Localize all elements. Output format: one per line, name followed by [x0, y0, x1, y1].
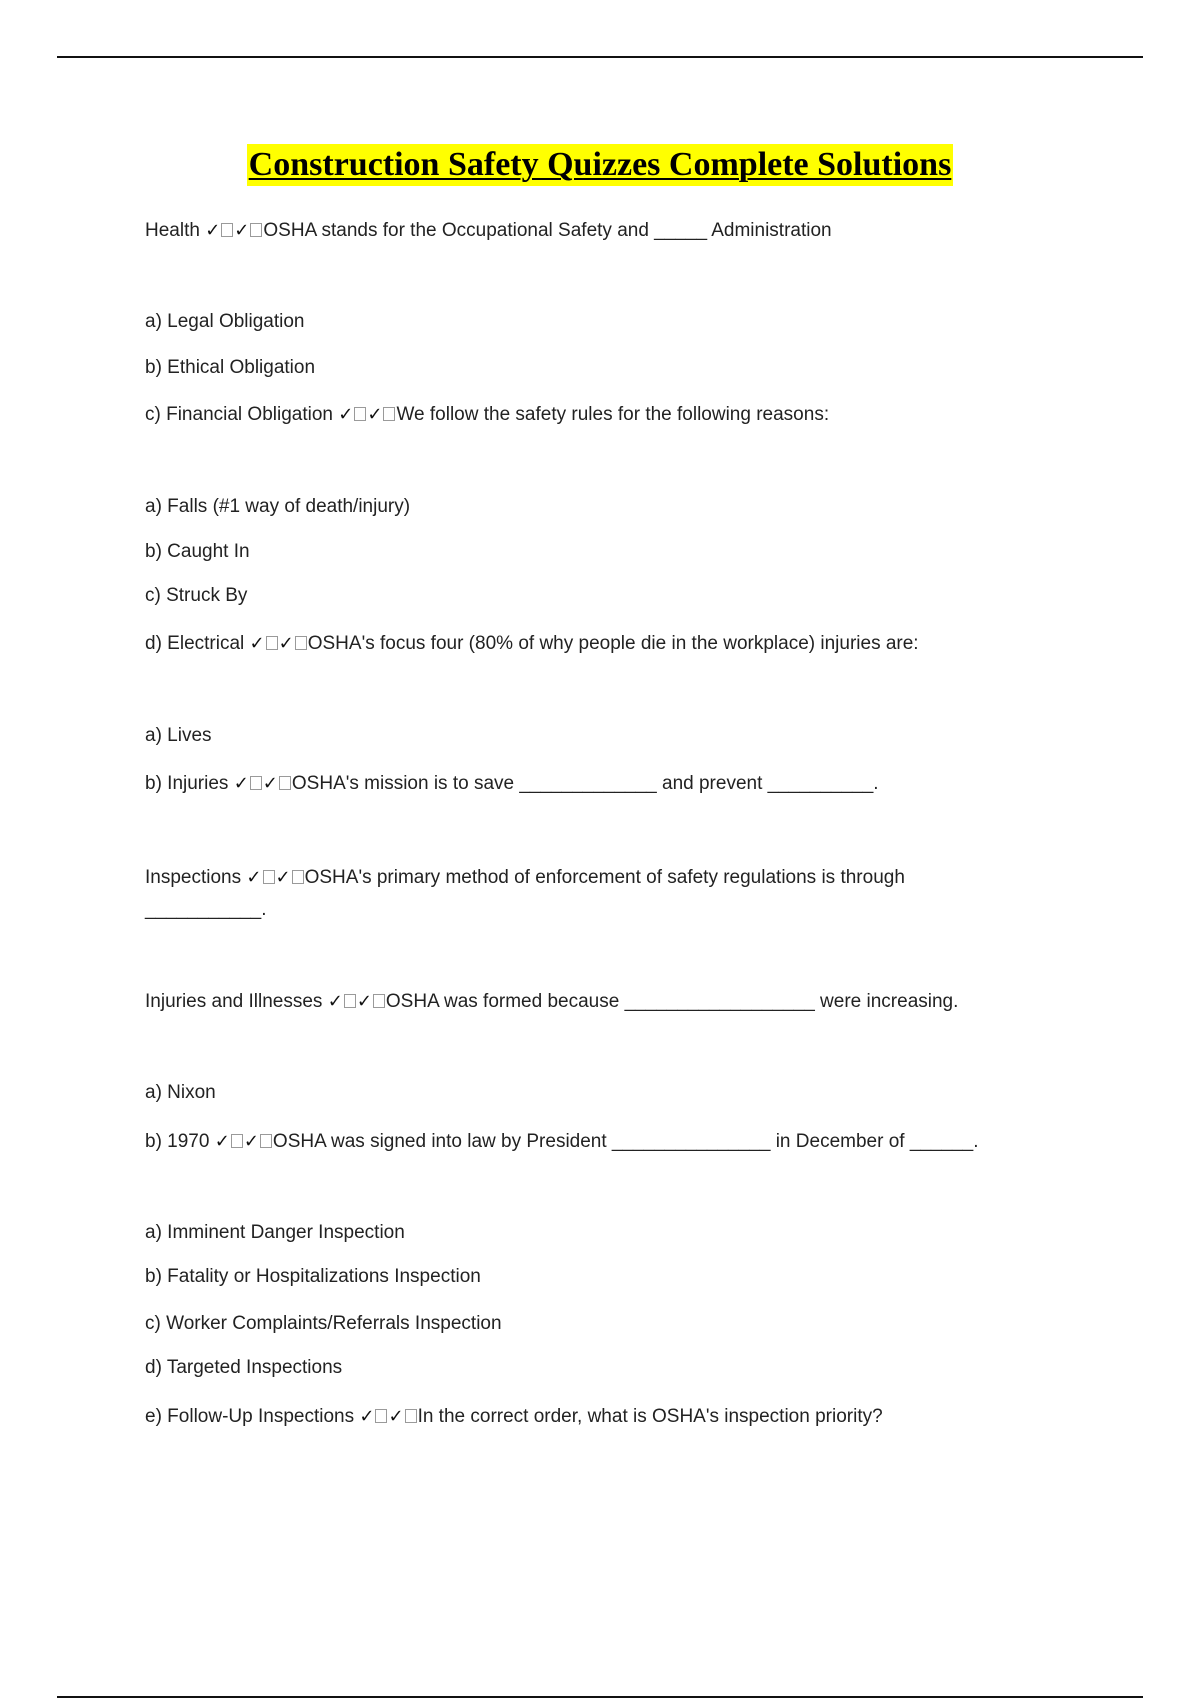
check-icon: ✓ [327, 991, 343, 1012]
answer-text: c) Financial Obligation [145, 404, 333, 425]
document-title: Construction Safety Quizzes Complete Solutions [247, 144, 954, 186]
list-item [145, 310, 1145, 334]
option-text: a) Legal Obligation [145, 311, 305, 332]
box-icon [375, 1409, 387, 1423]
check-icon: ✓ [243, 1131, 259, 1152]
list-item [145, 584, 1145, 608]
box-icon [250, 223, 262, 237]
qa-line [145, 990, 1145, 1014]
list-item [145, 540, 1145, 564]
check-icon: ✓ [275, 867, 291, 888]
box-icon [373, 994, 385, 1008]
box-icon [221, 223, 233, 237]
list-item [145, 724, 1145, 748]
answer-text: b) Injuries [145, 773, 229, 794]
box-icon [266, 636, 278, 650]
option-text: a) Imminent Danger Inspection [145, 1222, 405, 1243]
check-icon: ✓ [249, 633, 265, 654]
list-item [145, 898, 1145, 922]
list-item [145, 495, 1145, 519]
box-icon [292, 870, 304, 884]
check-icon: ✓ [233, 773, 249, 794]
check-icon: ✓ [262, 773, 278, 794]
answer-text: b) 1970 [145, 1131, 210, 1152]
option-text: a) Lives [145, 725, 212, 746]
option-text: b) Fatality or Hospitalizations Inspection [145, 1266, 481, 1287]
qa-line [145, 1405, 1145, 1429]
question-text: OSHA was signed into law by President _______________ in December of ______. [272, 1131, 979, 1152]
check-icon: ✓ [278, 633, 294, 654]
title-container [0, 144, 1200, 186]
footer-rule [57, 1696, 1143, 1698]
option-text: b) Ethical Obligation [145, 357, 316, 378]
qa-line [145, 1130, 1145, 1154]
box-icon [279, 776, 291, 790]
question-text: OSHA's focus four (80% of why people die in the workplace) injuries are: [307, 633, 919, 654]
option-text: ___________. [145, 899, 267, 920]
list-item [145, 356, 1145, 380]
answer-text: Health [145, 220, 200, 241]
option-text: d) Targeted Inspections [145, 1357, 343, 1378]
check-icon: ✓ [214, 1131, 230, 1152]
check-icon: ✓ [338, 404, 354, 425]
answer-text: e) Follow-Up Inspections [145, 1406, 355, 1427]
box-icon [354, 407, 366, 421]
check-icon: ✓ [205, 220, 221, 241]
list-item [145, 1265, 1145, 1289]
box-icon [295, 636, 307, 650]
box-icon [405, 1409, 417, 1423]
option-text: b) Caught In [145, 541, 250, 562]
check-icon: ✓ [246, 867, 262, 888]
question-text: We follow the safety rules for the following reasons: [396, 404, 830, 425]
question-text: OSHA was formed because __________________ were increasing. [385, 991, 959, 1012]
qa-line [145, 772, 1145, 796]
check-icon: ✓ [359, 1406, 375, 1427]
qa-line [145, 632, 1145, 656]
answer-text: d) Electrical [145, 633, 245, 654]
list-item [145, 1081, 1145, 1105]
header-rule [57, 56, 1143, 58]
answer-text: Inspections [145, 867, 242, 888]
check-icon: ✓ [356, 991, 372, 1012]
check-icon: ✓ [367, 404, 383, 425]
option-text: a) Nixon [145, 1082, 216, 1103]
question-text: OSHA's mission is to save _____________ and prevent __________. [291, 773, 879, 794]
check-icon: ✓ [388, 1406, 404, 1427]
option-text: c) Struck By [145, 585, 248, 606]
answer-text: Injuries and Illnesses [145, 991, 323, 1012]
question-text: OSHA's primary method of enforcement of safety regulations is through [304, 867, 905, 888]
qa-line [145, 866, 1145, 890]
box-icon [231, 1134, 243, 1148]
question-text: In the correct order, what is OSHA's inspection priority? [417, 1406, 883, 1427]
box-icon [263, 870, 275, 884]
list-item [145, 1312, 1145, 1336]
option-text: c) Worker Complaints/Referrals Inspection [145, 1313, 502, 1334]
box-icon [383, 407, 395, 421]
qa-line [145, 219, 1145, 243]
qa-line [145, 403, 1145, 427]
box-icon [344, 994, 356, 1008]
check-icon: ✓ [234, 220, 250, 241]
box-icon [260, 1134, 272, 1148]
box-icon [250, 776, 262, 790]
question-text: OSHA stands for the Occupational Safety and _____ Administration [263, 220, 832, 241]
list-item [145, 1356, 1145, 1380]
list-item [145, 1221, 1145, 1245]
option-text: a) Falls (#1 way of death/injury) [145, 496, 411, 517]
